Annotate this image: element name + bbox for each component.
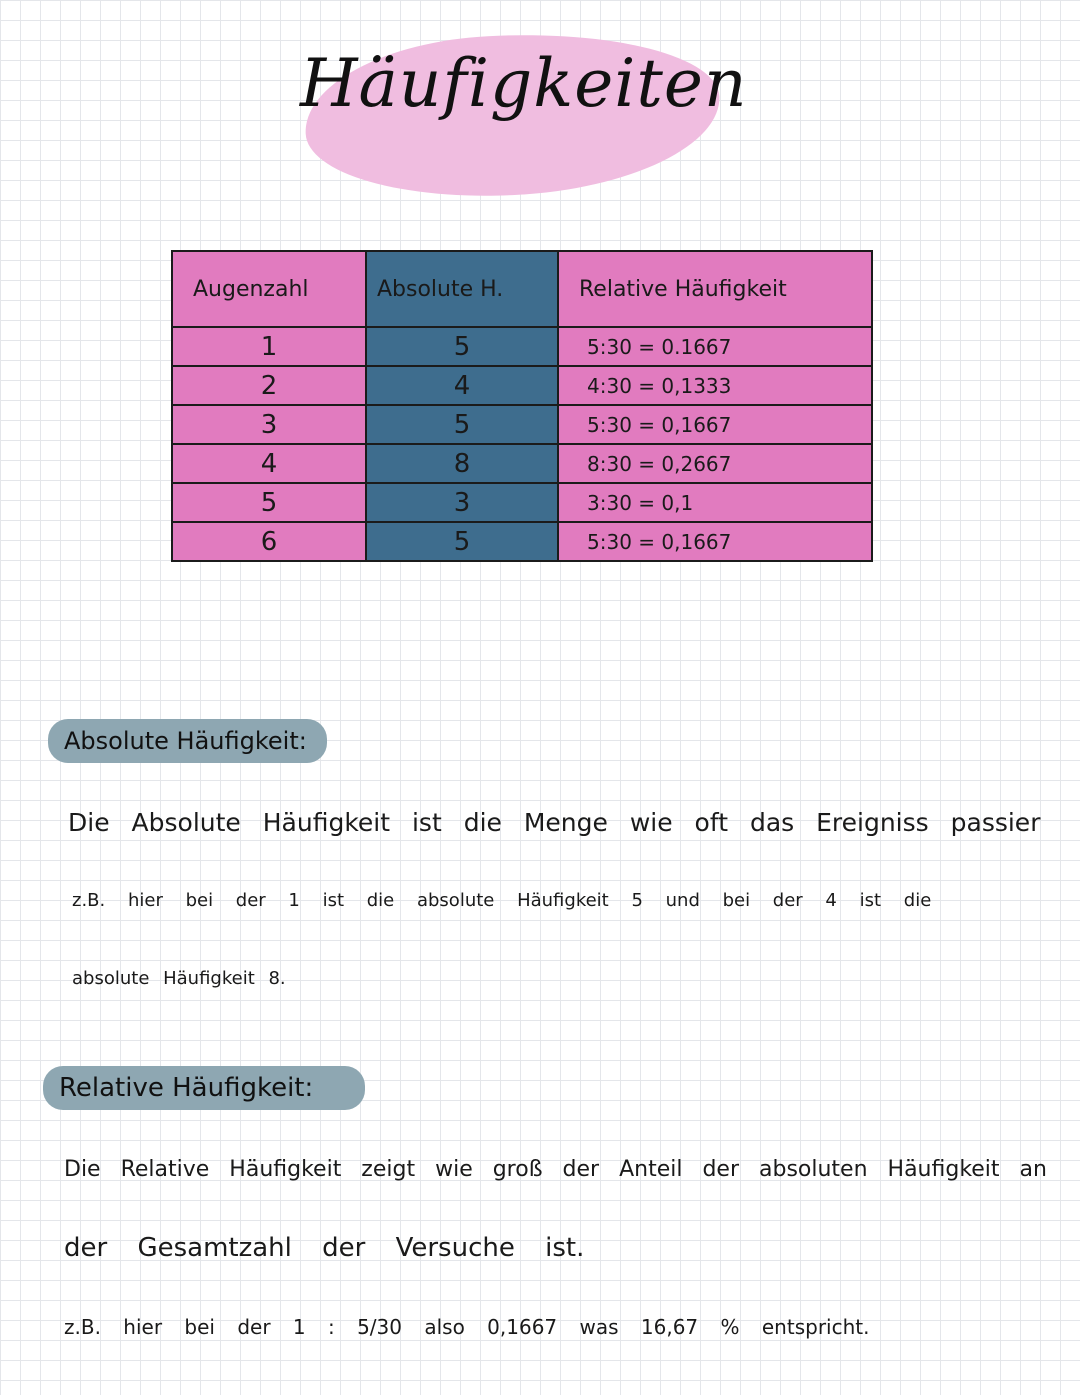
cell-augenzahl: 4: [172, 444, 366, 483]
page-title: Häufigkeiten: [300, 45, 748, 122]
cell-relative: 5:30 = 0,1667: [558, 522, 872, 561]
cell-relative: 4:30 = 0,1333: [558, 366, 872, 405]
header-absolute: Absolute H.: [366, 251, 558, 327]
header-relative: Relative Häufigkeit: [558, 251, 872, 327]
cell-augenzahl: 5: [172, 483, 366, 522]
absolute-heading: Absolute Häufigkeit:: [48, 719, 327, 763]
cell-relative: 3:30 = 0,1: [558, 483, 872, 522]
table-row: [172, 405, 872, 444]
absolute-line-3: absolute Häufigkeit 8.: [72, 968, 286, 989]
cell-augenzahl: 6: [172, 522, 366, 561]
absolute-line-2: z.B. hier bei der 1 ist die absolute Häufigkeit 5 und bei der 4 ist die: [72, 890, 932, 911]
relative-heading: Relative Häufigkeit:: [43, 1066, 365, 1110]
cell-relative: 5:30 = 0,1667: [558, 405, 872, 444]
cell-absolute: 5: [366, 327, 558, 366]
table-row: [172, 444, 872, 483]
table-row: [172, 483, 872, 522]
frequency-table: [171, 250, 873, 562]
table-row: [172, 327, 872, 366]
cell-absolute: 5: [366, 405, 558, 444]
cell-absolute: 3: [366, 483, 558, 522]
cell-absolute: 4: [366, 366, 558, 405]
table-row: [172, 366, 872, 405]
cell-augenzahl: 1: [172, 327, 366, 366]
relative-line-1: Die Relative Häufigkeit zeigt wie groß der Anteil der absoluten Häufigkeit an: [64, 1157, 1047, 1182]
table-row: [172, 522, 872, 561]
table-header-row: [172, 251, 872, 327]
cell-absolute: 5: [366, 522, 558, 561]
cell-relative: 8:30 = 0,2667: [558, 444, 872, 483]
cell-augenzahl: 2: [172, 366, 366, 405]
cell-relative: 5:30 = 0.1667: [558, 327, 872, 366]
cell-augenzahl: 3: [172, 405, 366, 444]
cell-absolute: 8: [366, 444, 558, 483]
relative-line-3: z.B. hier bei der 1 : 5/30 also 0,1667 was 16,67 % entspricht.: [64, 1315, 870, 1339]
header-augenzahl: Augenzahl: [172, 251, 366, 327]
absolute-line-1: Die Absolute Häufigkeit ist die Menge wie oft das Ereigniss passier: [68, 808, 1041, 837]
relative-line-2: der Gesamtzahl der Versuche ist.: [64, 1233, 585, 1263]
